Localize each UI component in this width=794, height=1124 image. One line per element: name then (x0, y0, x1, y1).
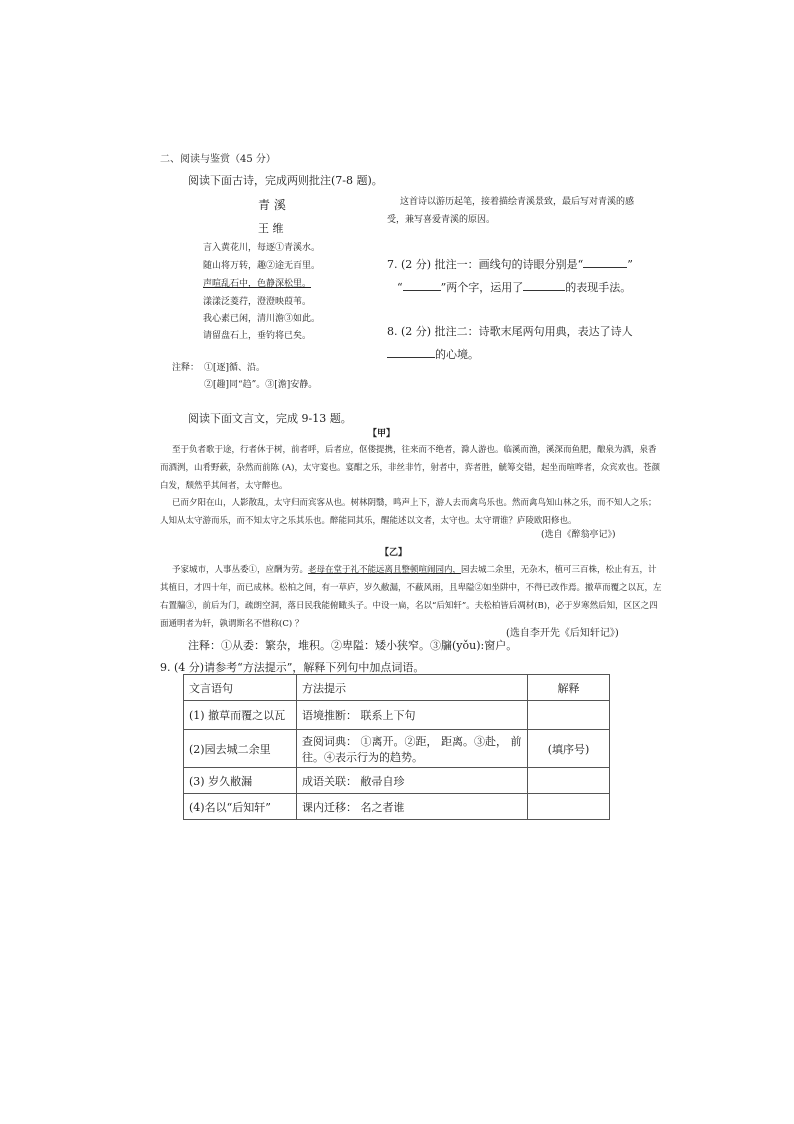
poem-line-4: 漾漾泛菱荇，澄澄映葭苇。 (203, 297, 312, 307)
table-row (184, 768, 610, 794)
table-row (184, 794, 610, 820)
passage-jia-label: 【甲】 (368, 429, 396, 439)
prose-instruction: 阅读下面文言文，完成 9-13 题。 (188, 412, 352, 425)
yi-line-2: 其植日，才四十年，而已成林。松柏之间，有一草庐，岁久敝漏，不蔽风雨，且卑隘②如坐阱中，不得已改作焉。撤草而覆之以瓦，左 (160, 583, 662, 593)
yi-notes: 注释：①从委：繁杂，堆积。②卑隘：矮小狭窄。③牖(yǒu):窗户。 (188, 639, 518, 652)
question-7-line-1: 7. (2 分) 批注一：画线句的诗眼分别是“ ” (387, 258, 633, 271)
question-8-line-2: 的心境。 (387, 346, 479, 362)
table-header-cell: 文言语句 (184, 675, 297, 701)
poem-line-5: 我心素已闲，清川澹③如此。 (203, 314, 321, 324)
passage-yi-label: 【乙】 (380, 548, 408, 558)
answer-cell[interactable] (528, 768, 610, 794)
yi-source: (选自李开先《后知轩记》) (506, 628, 619, 639)
question-9: 9. (4 分)请参考“方法提示”，解释下列句中加点词语。 (160, 661, 425, 674)
poem-title: 青 溪 (258, 198, 286, 212)
table-header-cell: 方法提示 (297, 675, 528, 701)
poem-line-2: 随山将万转，趣②途无百里。 (203, 261, 321, 271)
table-header-cell: 解释 (528, 675, 610, 701)
poem-note-1: ①[逐]循、沿。 (204, 363, 266, 373)
jia-p2-line-2: 人知从太守游而乐，而不知太守之乐其乐也。醉能同其乐，醒能述以文者，太守也。太守谓谁？庐陵欧阳修也。 (160, 516, 577, 526)
answer-blank-7c[interactable] (523, 289, 565, 291)
q9-table (183, 674, 610, 820)
jia-source: (选自《醉翁亭记》) (541, 530, 616, 540)
jia-p1-line-1: 至于负者歌于途，行者休于树，前者呼，后者应，伛偻提携，往来而不绝者，滁人游也。临溪而渔，溪深而鱼肥，酿泉为酒，泉香 (172, 445, 657, 455)
answer-cell[interactable]: (填序号) (528, 730, 610, 768)
sentence-cell: (2)园去城二余里 (184, 730, 297, 768)
poem-note-2: ②[趣]同“趋”。③[澹]安静。 (204, 380, 318, 390)
table-row (184, 701, 610, 730)
answer-cell[interactable] (528, 701, 610, 730)
table-header-row (184, 675, 610, 701)
poem-line-6: 请留盘石上，垂钓将已矣。 (203, 331, 312, 341)
poem-line-3-underlined: 声喧乱石中，色静深松里。 (203, 279, 312, 289)
answer-blank-7a[interactable] (583, 266, 627, 268)
answer-blank-7b[interactable] (403, 289, 441, 291)
annotation-intro-line-1: 这首诗以游历起笔，接着描绘青溪景致，最后写对青溪的感 (400, 197, 635, 207)
answer-blank-8[interactable] (387, 356, 435, 358)
table-row (184, 730, 610, 768)
sentence-cell: (1) 撤草而覆之以瓦 (184, 701, 297, 730)
answer-cell[interactable] (528, 794, 610, 820)
poem-author: 王 维 (258, 222, 284, 235)
question-8-line-1: 8. (2 分) 批注二：诗歌末尾两句用典，表达了诗人 (387, 325, 633, 338)
section-heading: 二、阅读与鉴赏（45 分） (160, 154, 276, 165)
jia-p2-line-1: 已而夕阳在山，人影散乱，太守归而宾客从也。树林阴翳，鸣声上下，游人去而禽鸟乐也。然而禽鸟知山林之乐，而不知人之乐； (172, 498, 657, 508)
yi-line-1: 予家城市，人事丛委①，应酬为劳。老母在堂于礼不能远离且整顿喧闹园内，园去城二余里，无杂木，植可三百株，松止有五，计 (172, 565, 657, 575)
poem-line-1: 言入黄花川，每逐①青溪水。 (203, 243, 321, 253)
hint-cell: 成语关联： 敝帚自珍 (297, 768, 528, 794)
poem-instruction: 阅读下面古诗，完成两则批注(7-8 题)。 (188, 174, 383, 187)
hint-cell: 查阅词典： ①离开。②距， 距离。③赴， 前往。④表示行为的趋势。 (297, 730, 528, 768)
hint-cell: 课内迁移： 名之者谁 (297, 794, 528, 820)
yi-line-3: 右置牖③，前后为门，疏朗空洞，落日民我能俯瞰头子。中设一扁，名以“后知轩”。夫松柏皆后凋材(B)，必于岁寒然后知，区区之四 (160, 601, 658, 611)
jia-p1-line-3: 白发，颓然乎其间者，太守醉也。 (160, 481, 288, 491)
poem-notes-label: 注释： (172, 363, 200, 373)
jia-p1-line-2: 而酒洌，山肴野蔌，杂然而前陈 (A)，太守宴也。宴酣之乐，非丝非竹，射者中，弈者胜，觥筹交错，起坐而喧哗者，众宾欢也。苍颜 (160, 463, 660, 473)
sentence-cell: (4)名以“后知轩” (184, 794, 297, 820)
hint-cell: 语境推断： 联系上下句 (297, 701, 528, 730)
sentence-cell: (3) 岁久敝漏 (184, 768, 297, 794)
annotation-intro-line-2: 受，兼写喜爱青溪的原因。 (387, 215, 496, 225)
question-7-line-2: “ ”两个字，运用了 的表现手法。 (397, 281, 632, 294)
yi-line-4: 面通明者为轩，孰谓斯名不惜称(C) ？ (160, 619, 304, 629)
